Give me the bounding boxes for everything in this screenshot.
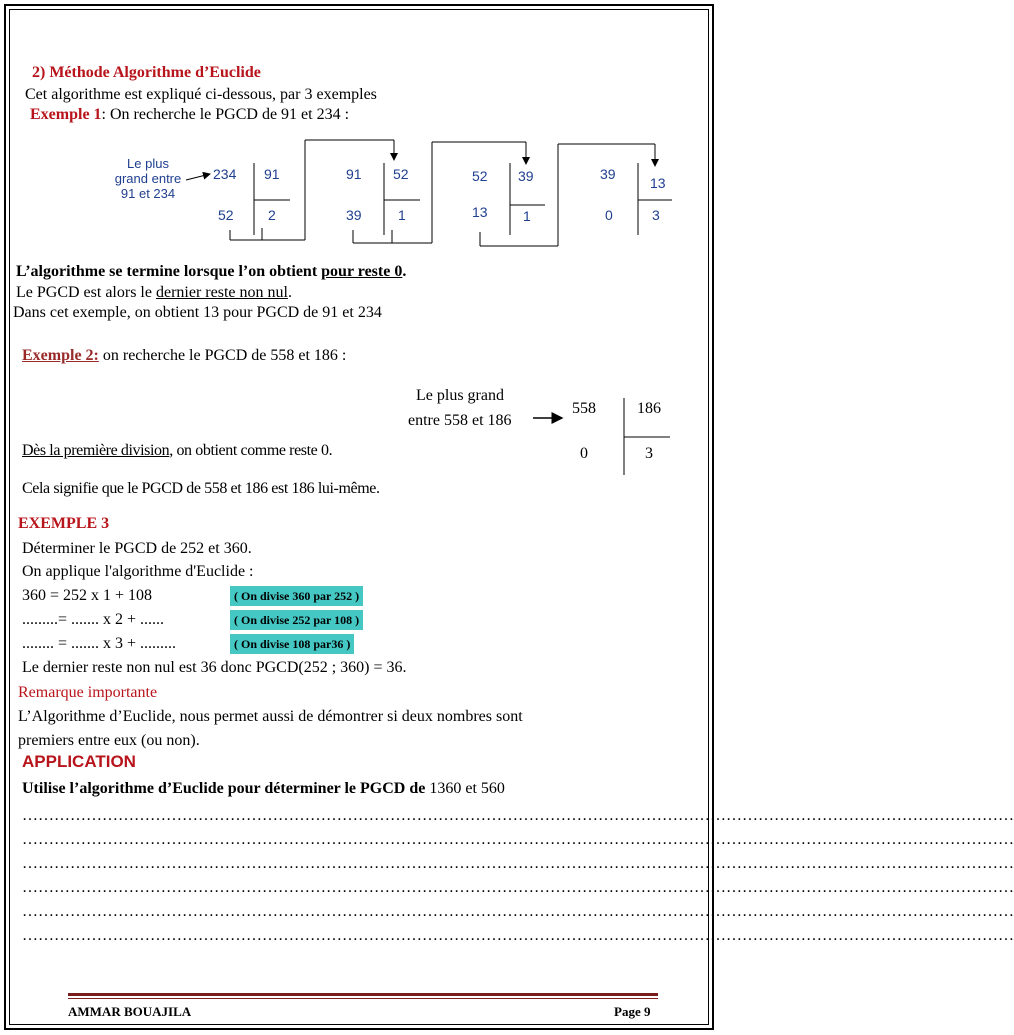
pgcd-def-underlined: dernier reste non nul xyxy=(155,284,288,301)
example3-eq3: ........ = ....... x 3 + ......... xyxy=(22,635,177,652)
example2-dividend: 558 xyxy=(572,400,596,417)
example1-label: Exemple 1 xyxy=(30,106,102,123)
application-task-rest: 1360 et 560 xyxy=(425,780,505,797)
example2-divisor: 186 xyxy=(637,400,661,417)
diagram-caption-line: Le plus xyxy=(127,156,169,171)
answer-line: …………………………………………………………………………………………………………………………………………………………………… xyxy=(22,831,1014,848)
pgcd-definition xyxy=(16,284,292,302)
div2-quotient: 1 xyxy=(398,207,406,223)
application-task xyxy=(22,780,505,798)
example3-line1: Déterminer le PGCD de 252 et 360. xyxy=(22,540,252,557)
example2-label: Exemple 2: xyxy=(22,347,99,364)
remark-line1: L’Algorithme d’Euclide, nous permet aussi de démontrer si deux nombres sont xyxy=(18,708,523,725)
algo-end-underlined: pour reste 0 xyxy=(321,263,403,280)
div1-remainder: 52 xyxy=(218,207,234,223)
example2-text: on recherche le PGCD de 558 et 186 : xyxy=(98,347,347,364)
div4-dividend: 39 xyxy=(600,166,616,182)
first-division-underlined: Dès la première division xyxy=(22,442,170,459)
pgcd-def-post: . xyxy=(287,284,292,301)
example3-line2: On applique l'algorithme d'Euclide : xyxy=(22,563,254,580)
algo-end-text xyxy=(16,263,406,281)
answer-line: …………………………………………………………………………………………………………………………………………………………………… xyxy=(22,903,1014,920)
footer-rule-top xyxy=(68,993,658,996)
example2-caption-1: Le plus grand xyxy=(416,387,504,404)
div4-quotient: 3 xyxy=(652,207,660,223)
example3-eq1: 360 = 252 x 1 + 108 xyxy=(22,587,153,604)
intro-text: Cet algorithme est expliqué ci-dessous, par 3 exemples xyxy=(25,86,377,103)
section-heading: 2) Méthode Algorithme d’Euclide xyxy=(32,64,261,81)
example3-title: EXEMPLE 3 xyxy=(18,515,110,532)
example2-meaning: Cela signifie que le PGCD de 558 et 186 est 186 lui-même. xyxy=(22,480,380,497)
answer-line: …………………………………………………………………………………………………………………………………………………………………… xyxy=(22,807,1014,824)
hint-badge-3: ( On divise 108 par36 ) xyxy=(230,634,354,654)
div3-dividend: 52 xyxy=(472,168,488,184)
div2-divisor: 52 xyxy=(393,166,409,182)
answer-line: …………………………………………………………………………………………………………………………………………………………………… xyxy=(22,927,1014,944)
footer-rule-bottom xyxy=(68,998,658,999)
pgcd-def-pre: Le PGCD est alors le xyxy=(16,284,156,301)
remark-title: Remarque importante xyxy=(18,684,158,701)
application-title: APPLICATION xyxy=(22,752,136,771)
example2-remainder: 0 xyxy=(580,445,588,462)
div3-divisor: 39 xyxy=(518,168,534,184)
example2-caption-2: entre 558 et 186 xyxy=(408,412,512,429)
example2-first-division xyxy=(22,442,332,460)
div3-remainder: 13 xyxy=(472,204,488,220)
example3-conclusion: Le dernier reste non nul est 36 donc PGCD(252 ; 360) = 36. xyxy=(22,659,407,676)
application-task-bold: Utilise l’algorithme d’Euclide pour déterminer le PGCD de xyxy=(22,780,426,797)
remark-line2: premiers entre eux (ou non). xyxy=(18,732,200,749)
div3-quotient: 1 xyxy=(523,208,531,224)
example1-result: Dans cet exemple, on obtient 13 pour PGCD de 91 et 234 xyxy=(13,304,382,321)
example2-line xyxy=(22,347,346,365)
hint-badge-2: ( On divise 252 par 108 ) xyxy=(230,610,363,630)
answer-line: …………………………………………………………………………………………………………………………………………………………………… xyxy=(22,879,1014,896)
div2-remainder: 39 xyxy=(346,207,362,223)
div4-remainder: 0 xyxy=(605,207,613,223)
footer-page-number: Page 9 xyxy=(614,1004,651,1019)
algo-end-pre: L’algorithme se termine lorsque l’on obtient xyxy=(16,263,322,280)
example3-eq2: .........= ....... x 2 + ...... xyxy=(22,611,165,628)
div1-divisor: 91 xyxy=(264,166,280,182)
diagram-caption-line: grand entre xyxy=(114,171,182,186)
example2-quotient: 3 xyxy=(645,445,653,462)
first-division-rest: , on obtient comme reste 0. xyxy=(169,442,333,459)
div2-dividend: 91 xyxy=(346,166,362,182)
div1-quotient: 2 xyxy=(268,207,276,223)
algo-end-post: . xyxy=(402,263,407,280)
footer-author: AMMAR BOUAJILA xyxy=(68,1004,192,1019)
answer-line: …………………………………………………………………………………………………………………………………………………………………… xyxy=(22,855,1014,872)
div4-divisor: 13 xyxy=(650,175,666,191)
example1-text: : On recherche le PGCD de 91 et 234 : xyxy=(101,106,350,123)
div1-dividend: 234 xyxy=(213,166,237,182)
diagram-caption-line: 91 et 234 xyxy=(120,186,176,201)
hint-badge-1: ( On divise 360 par 252 ) xyxy=(230,586,363,606)
